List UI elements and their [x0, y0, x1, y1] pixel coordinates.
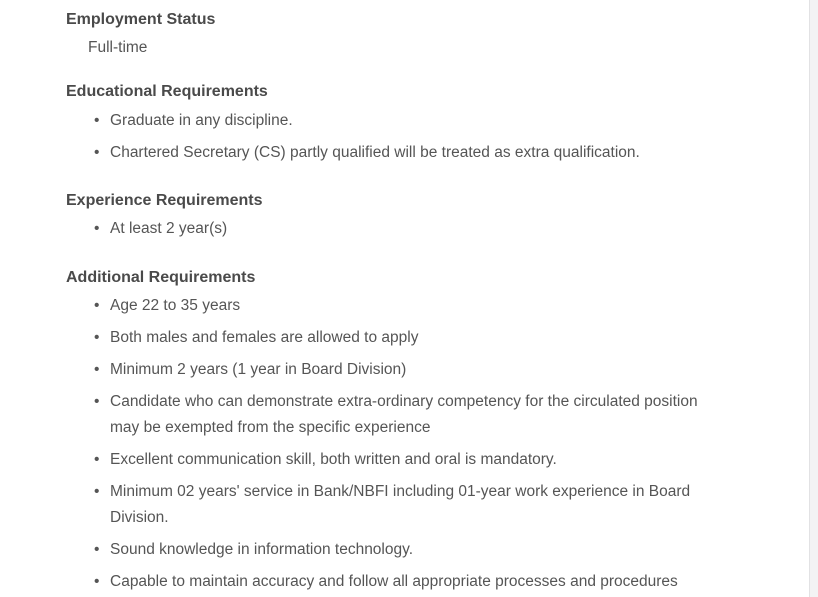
- list-item-text: Sound knowledge in information technology.: [110, 541, 414, 558]
- list-item-text: Excellent communication skill, both written and oral is mandatory.: [110, 451, 557, 468]
- list-item-text: Candidate who can demonstrate extra-ordinary competency for the circulated position may be exempted from the specific experience: [110, 393, 698, 436]
- list-item-text: Age 22 to 35 years: [110, 297, 241, 314]
- list-item: [66, 293, 789, 319]
- bullet-icon: •: [94, 451, 100, 468]
- bullet-icon: •: [94, 573, 100, 590]
- list-item-text: Both males and females are allowed to apply: [110, 329, 419, 346]
- additional-requirements-section: [66, 268, 789, 595]
- list-item: [66, 569, 789, 595]
- list-item: [66, 357, 789, 383]
- list-item-text: Capable to maintain accuracy and follow all appropriate processes and procedures: [110, 573, 678, 590]
- experience-requirements-section: [66, 191, 789, 242]
- bullet-icon: •: [94, 541, 100, 558]
- list-item-text: Minimum 02 years' service in Bank/NBFI including 01-year work experience in Board Division.: [110, 483, 691, 526]
- educational-requirements-section: [66, 82, 789, 166]
- experience-requirements-list: [66, 216, 789, 242]
- list-item: [66, 108, 789, 134]
- bullet-icon: •: [94, 220, 100, 237]
- list-item-text: Chartered Secretary (CS) partly qualified will be treated as extra qualification.: [110, 144, 640, 161]
- list-item: [66, 447, 789, 473]
- list-item: [66, 537, 789, 563]
- additional-requirements-list: [66, 293, 789, 595]
- bullet-icon: •: [94, 361, 100, 378]
- list-item: [66, 216, 789, 242]
- list-item: [66, 389, 789, 441]
- bullet-icon: •: [94, 297, 100, 314]
- list-item: [66, 325, 789, 351]
- bullet-icon: •: [94, 393, 100, 410]
- experience-requirements-heading: Experience Requirements: [66, 192, 263, 209]
- bullet-icon: •: [94, 483, 100, 500]
- employment-status-section: [66, 10, 789, 58]
- bullet-icon: •: [94, 329, 100, 346]
- educational-requirements-list: [66, 108, 789, 166]
- list-item-text: Graduate in any discipline.: [110, 112, 293, 129]
- list-item-text: At least 2 year(s): [110, 220, 228, 237]
- additional-requirements-heading: Additional Requirements: [66, 269, 256, 286]
- bullet-icon: •: [94, 144, 100, 161]
- educational-requirements-heading: Educational Requirements: [66, 83, 268, 100]
- bullet-icon: •: [94, 112, 100, 129]
- employment-status-heading: Employment Status: [66, 11, 216, 28]
- list-item: [66, 140, 789, 166]
- employment-status-value: Full-time: [88, 39, 148, 56]
- list-item: [66, 479, 789, 531]
- list-item-text: Minimum 2 years (1 year in Board Division): [110, 361, 407, 378]
